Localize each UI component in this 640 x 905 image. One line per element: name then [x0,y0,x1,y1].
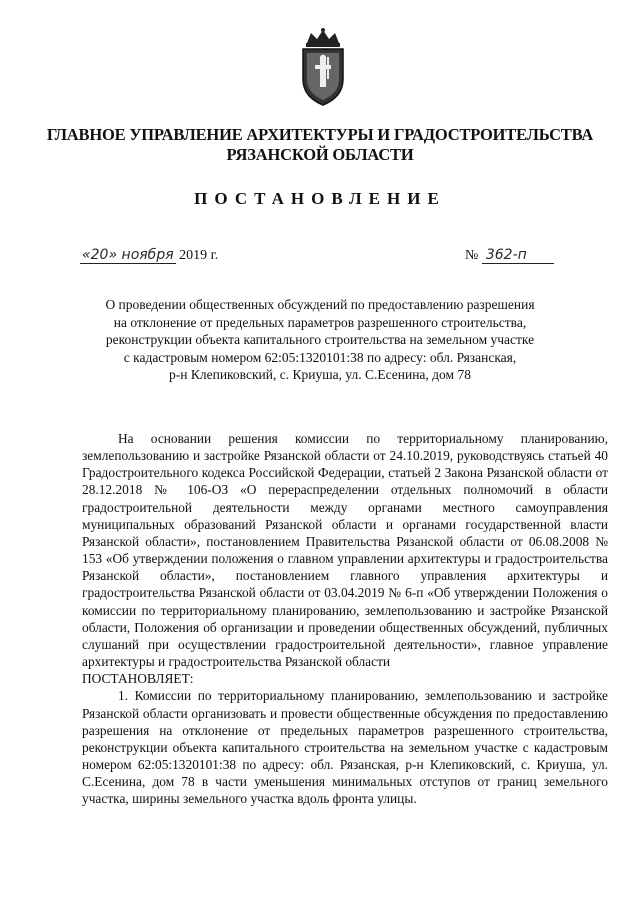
subject-line: на отклонение от предельных параметров разрешенного строительства, [113,314,527,330]
subject-line: реконструкции объекта капитального строительства на земельном участке [105,332,535,347]
coat-of-arms-icon [293,27,353,107]
subject-line: р-н Клепиковский, с. Криуша, ул. С.Есенина, дом 78 [169,367,471,382]
document-date [80,247,218,264]
organization-name-line2: РЯЗАНСКОЙ ОБЛАСТИ [226,145,414,164]
document-number [465,247,554,264]
subject-line: с кадастровым номером 62:05:1320101:38 по адресу: обл. Рязанская, [123,349,517,365]
document-body [82,430,608,807]
number-label: № [465,248,479,263]
document-type-heading: ПОСТАНОВЛЕНИЕ [194,189,446,208]
subject-line: О проведении общественных обсуждений по предоставлению разрешения [105,297,535,312]
resolves-heading: ПОСТАНОВЛЯЕТ: [82,671,194,687]
organization-name-line1: ГЛАВНОЕ УПРАВЛЕНИЕ АРХИТЕКТУРЫ И ГРАДОСТРОИТЕЛЬСТВА [46,125,594,144]
handwritten-number: 362-п [482,247,554,264]
document-subject [60,296,580,384]
preamble-paragraph: На основании решения комиссии по территориальному планированию, землепользованию и застройке Рязанской области от 24.10.2019, руководствуясь статьей 40 Градостроительного кодекса Российской Федерации, статьей 2 Закона Рязанской области от 28.12.2018 № 106-ОЗ «О перераспределении отдельных полномочий в области градостроительной деятельности между органами местного самоуправления муниципальных образований Рязанской области и органами государственной власти Рязанской области», постановлением Правительства Рязанской области от 06.08.2008 № 153 «Об утверждении положения о главном управлении архитектуры и градостроительства Рязанской области», постановлением главного управления архитектуры и градостроительства Рязанской области от 03.04.2019 № 6-п «Об утверждении Положения о комиссии по территориальному планированию, землепользованию и застройке Рязанской области, Положения об организации и проведении общественных обсуждений, публичных слушаний при осуществлении градостроительной деятельности», главное управление архитектуры и градостроительства Рязанской области [82,431,608,670]
date-year: 2019 г. [179,248,219,263]
item-1-paragraph: 1. Комиссии по территориальному планированию, землепользованию и застройке Рязанской области организовать и провести общественные обсуждения по предоставлению разрешения на отклонение от предельных параметров разрешенного строительства, реконструкции объекта капитального строительства на земельном участке с кадастровым номером 62:05:1320101:38 по адресу: обл. Рязанская, р-н Клепиковский, с. Криуша, ул. С.Есенина, дом 78 в части уменьшения минимальных отступов от границ земельного участка, ширины земельного участка вдоль фронта улицы. [82,688,608,807]
handwritten-date: «20» ноября [82,247,174,263]
